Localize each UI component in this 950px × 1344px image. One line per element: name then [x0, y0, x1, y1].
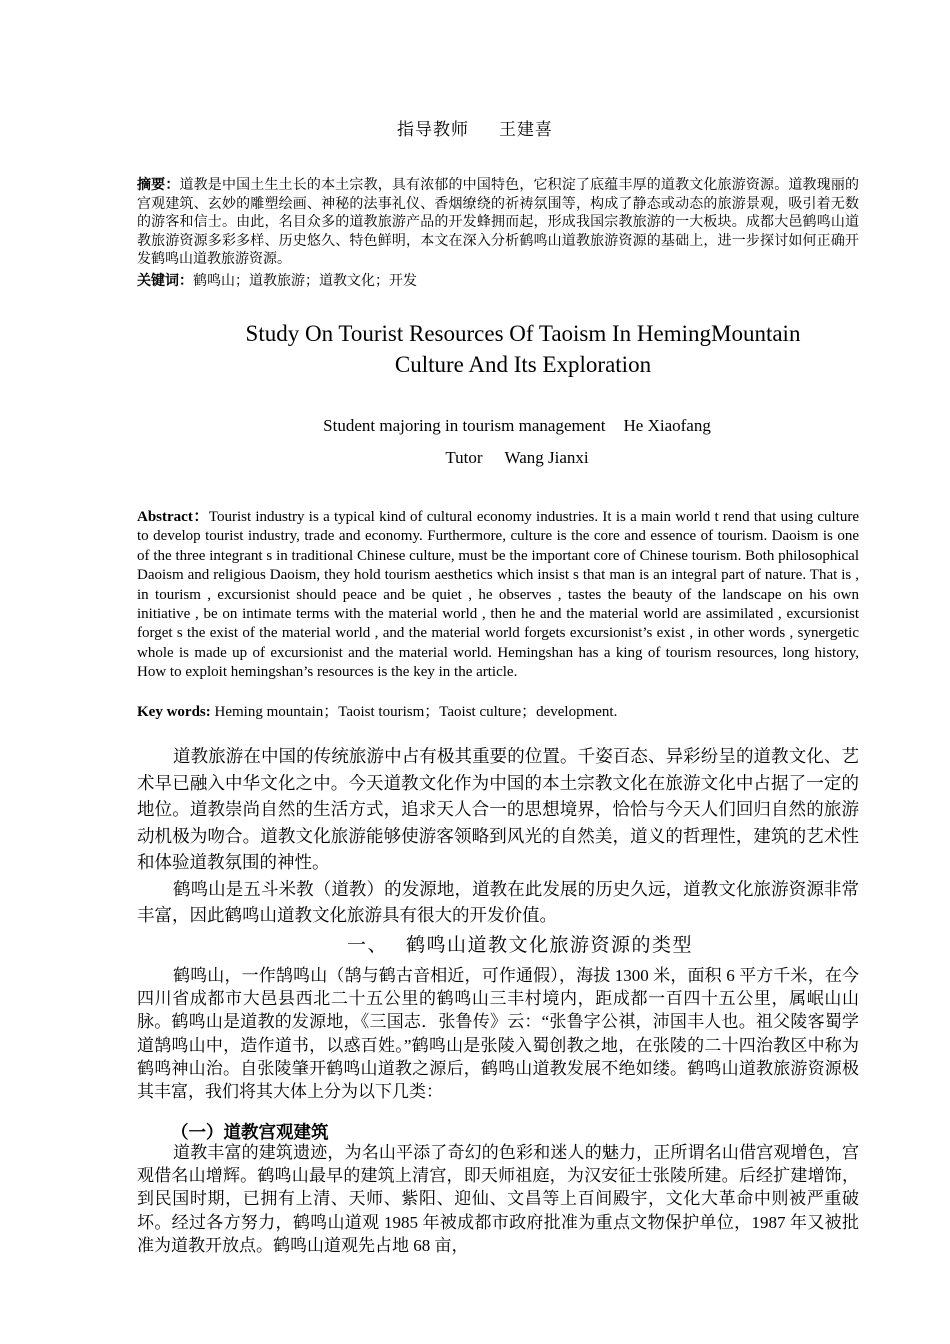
introduction — [137, 744, 859, 930]
abstract-cn-text: 道教是中国土生土长的本土宗教，具有浓郁的中国特色，它积淀了底蕴丰厚的道教文化旅游资源。道教瑰丽的宫观建筑、玄妙的雕塑绘画、神秘的法事礼仪、香烟缭绕的祈祷氛围等，构成了静态或动态的旅游景观，吸引着无数的游客和信士。由此，名目众多的道教旅游产品的开发蜂拥而起，形成我国宗教旅游的一大板块。成都大邑鹤鸣山道教旅游资源多彩多样、历史悠久、特色鲜明，本文在深入分析鹤鸣山道教旅游资源的基础上，进一步探讨如何正确开发鹤鸣山道教旅游资源。 — [137, 178, 860, 267]
keywords-cn — [137, 272, 859, 291]
keywords-en-label: Key words: — [137, 704, 211, 720]
section-title: 鹤鸣山道教文化旅游资源的类型 — [406, 935, 694, 956]
intro-paragraph-1: 道教旅游在中国的传统旅游中占有极其重要的位置。千姿百态、异彩纷呈的道教文化、艺术早已融入中华文化之中。今天道教文化作为中国的本土宗教文化在旅游文化中占据了一定的地位。道教崇尚自然的生活方式，追求天人合一的思想境界，恰恰与今天人们回归自然的旅游动机极为吻合。道教文化旅游能够使游客领略到风光的自然美，道义的哲理性，建筑的艺术性和体验道教氛围的神性。 — [137, 747, 859, 873]
student-line-en — [0, 416, 950, 436]
subsection-1-paragraph-1: 道教丰富的建筑遗迹，为名山平添了奇幻的色彩和迷人的魅力，正所谓名山借宫观增色，宫观借名山增辉。鹤鸣山最早的建筑上清宫，即天师祖庭，为汉安征士张陵所建。后经扩建增饰，到民国时期，已拥有上清、天师、紫阳、迎仙、文昌等上百间殿宇，文化大革命中则被严重破坏。经过各方努力，鹤鸣山道观 1985 年被成都市政府批准为重点文物保护单位，1987 年又被批准为道教开放点。鹤鸣山道观先占地 68 亩， — [137, 1143, 859, 1255]
student-label-en: Student majoring in tourism management — [323, 416, 606, 435]
subsection-1-body — [137, 1141, 859, 1257]
paper-title-en — [0, 318, 950, 380]
abstract-cn-label: 摘要： — [137, 177, 180, 193]
keywords-cn-label: 关键词： — [137, 273, 193, 289]
subsection-heading-1: （一）道教宫观建筑 — [171, 1123, 329, 1143]
paper-title-line-1: Study On Tourist Resources Of Taoism In HemingMountain — [245, 321, 801, 346]
tutor-line-cn — [0, 115, 950, 140]
abstract-en-label: Abstract： — [137, 509, 209, 525]
section-number: 一、 — [346, 935, 388, 956]
abstract-cn — [137, 176, 859, 270]
abstract-en-text: Tourist industry is a typical kind of cultural economy industries. It is a main world t rend that using culture to develop tourist industry, trade and economy. Furthermore, culture is the core and essence of tourism. Daoism is one of the three integrant s in traditional Chinese culture, must be the important core of Chinese tourism. Both philosophical Daoism and religious Daoism, they hold tourism aesthetics which insist s that man is an integral part of nature. That is , in tourism , excursionist should peace and be quiet , he observes , tastes the beauty of the landscape on his own initiative , be on intimate terms with the material world , then he and the material world are assimilated , excursionist forget s the exist of the material world , and the material world forgets excursionist’s exist , in other words , synergetic whole is made up of excursionist and the material world. Hemingshan has a king of tourism resources, long history, How to exploit hemingshan’s resources is the key in the article. — [137, 509, 859, 681]
tutor-name-en: Wang Jianxi — [504, 448, 589, 467]
section-1-paragraph-1: 鹤鸣山，一作鹄鸣山（鹄与鹤古音相近，可作通假），海拔 1300 米，面积 6 平方千米，在今四川省成都市大邑县西北二十五公里的鹤鸣山三丰村境内，距成都一百四十五公里，属岷山山脉。鹤鸣山是道教的发源地，《三国志．张鲁传》云：“张鲁字公祺，沛国丰人也。祖父陵客蜀学道鹄鸣山中，造作道书，以惑百姓。”鹤鸣山是张陵入蜀创教之地，在张陵的二十四治教区中称为鹤鸣神山治。自张陵肇开鹤鸣山道教之源后，鹤鸣山道教发展不绝如缕。鹤鸣山道教旅游资源极其丰富，我们将其大体上分为以下几类： — [137, 966, 859, 1102]
intro-paragraph-2: 鹤鸣山是五斗米教（道教）的发源地，道教在此发展的历史久远，道教文化旅游资源非常丰富，因此鹤鸣山道教文化旅游具有很大的开发价值。 — [137, 879, 859, 926]
section-1-body — [137, 964, 859, 1103]
keywords-en — [137, 703, 859, 722]
tutor-label-en: Tutor — [445, 448, 483, 467]
section-heading-1 — [0, 930, 950, 957]
keywords-cn-text: 鹤鸣山；道教旅游；道教文化；开发 — [193, 274, 417, 289]
student-name-en: He Xiaofang — [623, 416, 711, 435]
tutor-line-en — [0, 448, 950, 468]
keywords-en-text: Heming mountain；Taoist tourism；Taoist culture；development. — [214, 704, 618, 720]
tutor-label-cn: 指导教师 — [397, 120, 469, 139]
paper-title-line-2: Culture And Its Exploration — [394, 352, 652, 377]
abstract-en — [137, 508, 859, 683]
tutor-name-cn: 王建喜 — [499, 120, 553, 139]
